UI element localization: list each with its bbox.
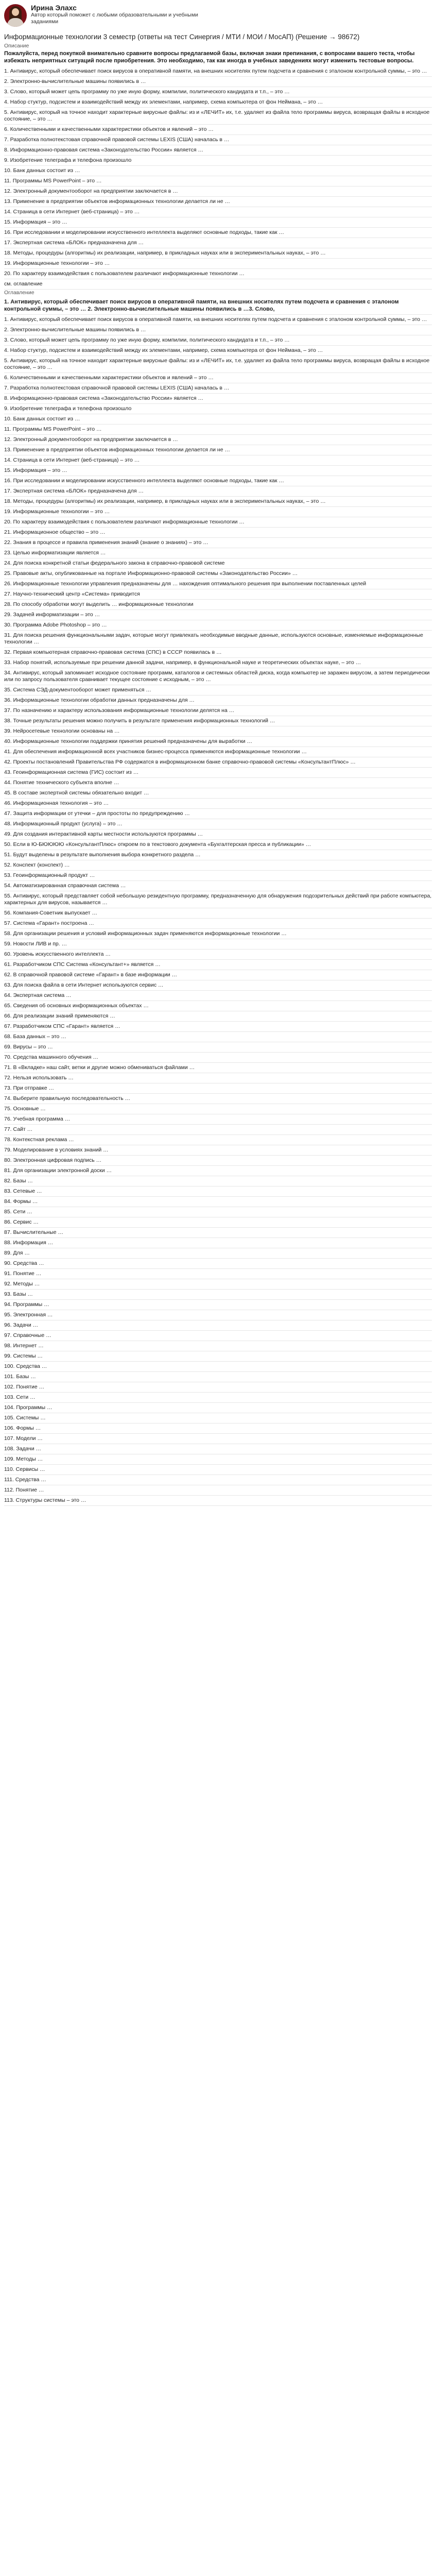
question-item: 15. Информация – это … [4, 217, 432, 228]
question-item: 22. Знания в процессе и правила применения знаний (знание о знаниях) – это … [4, 538, 432, 548]
question-item: 16. При исследовании и моделировании искусственного интеллекта выделяют основные подходы, такие как … [4, 476, 432, 486]
question-item: 10. Банк данных состоит из … [4, 166, 432, 176]
question-item: 39. Нейросетевые технологии основаны на … [4, 726, 432, 737]
question-item: 96. Задачи … [4, 1320, 432, 1331]
question-list-contents [4, 315, 432, 1269]
question-item: 31. Для поиска решения функциональными задач, которые могут привлекать необходимые вводные данные, используются основные, изменяемые информационные технологии … [4, 631, 432, 648]
question-item: 41. Для обеспечения информационной всех участников бизнес-процесса применяются информационные технологии … [4, 747, 432, 757]
contents-lead-question: 1. Антивирус, который обеспечивает поиск вирусов в оперативной памяти, на внешних носителях путем подсчета и сравнения с эталоном контрольной суммы, – это … 2. Электронно-вычислительные машины появились в …3. Слово, [4, 297, 432, 315]
question-item: 53. Геоинформационный продукт … [4, 871, 432, 881]
question-item: 19. Информационные технологии – это … [4, 507, 432, 517]
question-item: 13. Применение в предприятии объектов информационных технологии делается ли не … [4, 445, 432, 455]
question-item: 75. Основные … [4, 1104, 432, 1114]
question-item: 56. Компания-Советник выпускает … [4, 908, 432, 919]
question-item: 20. По характеру взаимодействия с пользователем различают информационные технологии … [4, 269, 432, 279]
question-item: 77. Сайт … [4, 1125, 432, 1135]
question-item: 9. Изобретение телеграфа и телефона произошло [4, 156, 432, 166]
author-info [31, 3, 201, 25]
question-item: 3. Слово, который может цепь программу по уже иную форму, компилии, политического кандидата и т.п., – это … [4, 87, 432, 97]
question-item: 38. Точные результаты решения можно получить в результате применения информационных технологий … [4, 716, 432, 726]
question-item: 28. По способу обработки могут выделить … информационные технологии [4, 600, 432, 610]
question-item: 42. Проекты постановлений Правительства РФ содержатся в информационном банке справочно-правовой системы «КонсультантПлюс» … [4, 757, 432, 768]
question-item: 15. Информация – это … [4, 466, 432, 476]
question-item: 55. Антивирус, который представляет собой небольшую резидентную программу, предназначенную для обнаружения подозрительных действий при работе компьютера, характерных для вирусов, называется … [4, 891, 432, 908]
question-item: 40. Информационные технологии поддержки принятия решений предназначены для выработки … [4, 737, 432, 747]
question-item: 32. Первая компьютерная справочно-правовая система (СПС) в СССР появилась в … [4, 648, 432, 658]
question-item: 1. Антивирус, который обеспечивает поиск вирусов в оперативной памяти, на внешних носителях путем подсчета и сравнения с эталоном контрольной суммы, – это … [4, 66, 432, 77]
question-item: см. оглавление [4, 279, 432, 290]
question-item: 93. Базы … [4, 1290, 432, 1300]
question-item: 62. В справочной правовой системе «Гарант» в базе информации … [4, 970, 432, 980]
question-item: 109. Методы … [4, 1454, 432, 1465]
question-item: 68. База данных – это … [4, 1032, 432, 1042]
question-item: 95. Электронная … [4, 1310, 432, 1320]
author-description: Автор который поможет с любыми образовательными и учебными заданиями [31, 12, 198, 25]
question-item: 8. Информационно-правовая система «Законодательство России» является … [4, 145, 432, 156]
avatar-face [12, 8, 19, 16]
question-item: 98. Интернет … [4, 1341, 432, 1351]
question-item: 82. Базы … [4, 1176, 432, 1187]
question-item: 48. Информационный продукт (услуга) – это … [4, 819, 432, 829]
question-item: 52. Конспект (конспект) … [4, 860, 432, 871]
question-item: 24. Для поиска конкретной статьи федерального закона в справочно-правовой системе [4, 558, 432, 569]
question-item: 105. Системы … [4, 1413, 432, 1423]
author-block [4, 3, 432, 30]
question-item: 6. Количественными и качественными характеристики объектов и явлений – это … [4, 125, 432, 135]
question-item: 83. Сетевые … [4, 1187, 432, 1197]
question-item: 17. Экспертная система «БЛОК» предназначена для … [4, 238, 432, 248]
question-item: 64. Экспертная система … [4, 991, 432, 1001]
question-item: 69. Вирусы – это … [4, 1042, 432, 1053]
question-item: 34. Антивирус, который запоминает исходное состояние программ, каталогов и системных областей диска, когда компьютер не заражен вирусом, а затем периодически или по запросу пользователя сравнивает текущее состояние с исходным, – это … [4, 668, 432, 685]
question-item: 13. Применение в предприятии объектов информационных технологии делается ли не … [4, 197, 432, 207]
question-item: 108. Задачи … [4, 1444, 432, 1454]
contents-label: Оглавление [4, 290, 34, 296]
question-item: 6. Количественными и качественными характеристики объектов и явлений – это … [4, 373, 432, 383]
question-item: 11. Программы MS PowerPoint – это … [4, 176, 432, 187]
question-item: 21. Информационное общество – это … [4, 528, 432, 538]
question-item: 94. Программы … [4, 1300, 432, 1310]
question-item: 5. Антивирус, который на точное находит характерные вирусные файлы: из и «ЛЕЧИТ» их, т.е. удаляет из файла тело программы вируса, возвращая файлы в исходное состояние, – это … [4, 356, 432, 373]
question-item: 102. Понятие … [4, 1382, 432, 1393]
question-item: 3. Слово, который может цепь программу по уже иную форму, компилии, политического кандидата и т.п., – это … [4, 335, 432, 346]
question-item: 74. Выберите правильную последовательность … [4, 1094, 432, 1104]
question-item: 11. Программы MS PowerPoint – это … [4, 425, 432, 435]
question-item: 8. Информационно-правовая система «Законодательство России» является … [4, 394, 432, 404]
question-list-contents-tail [4, 1269, 432, 1506]
question-item: 4. Набор стуктур, подсистем и взаимодействий между их элементами, например, схема компьютера от фон Неймана, – это … [4, 97, 432, 108]
question-item: 104. Программы … [4, 1403, 432, 1413]
question-item: 7. Разработка полнотекстовая справочной правовой системы LEXIS (США) началась в … [4, 383, 432, 394]
question-item: 103. Сети … [4, 1393, 432, 1403]
question-item: 51. Будут выделены в результате выполнения выбора конкретного раздела … [4, 850, 432, 860]
question-item: 29. Задачей информатизации – это … [4, 610, 432, 620]
question-item: 81. Для организации электронной доски … [4, 1166, 432, 1176]
question-item: 72. Нельзя использовать … [4, 1073, 432, 1083]
question-item: 23. Целью информатизации является … [4, 548, 432, 558]
question-item: 2. Электронно-вычислительные машины появились в … [4, 325, 432, 335]
question-item: 26. Информационные технологии управления предназначены для … нахождения оптимального решения при выполнении поставленных целей [4, 579, 432, 589]
question-item: 44. Понятие технического субъекта вполне … [4, 778, 432, 788]
question-item: 18. Методы, процедуры (алгоритмы) их реализации, например, в прикладных науках или в экспериментальных науках, – это … [4, 497, 432, 507]
question-item: 92. Методы … [4, 1279, 432, 1290]
question-item: 90. Средства … [4, 1259, 432, 1269]
question-item: 86. Сервис … [4, 1217, 432, 1228]
description-label: Описание [4, 43, 29, 49]
question-item: 71. В «Вкладке» наш сайт, ветки и другие можно обмениваться файлами … [4, 1063, 432, 1073]
question-item: 10. Банк данных состоит из … [4, 414, 432, 425]
question-item: 76. Учебная программа … [4, 1114, 432, 1125]
question-item: 33. Набор понятий, используемые при решении данной задачи, например, в функциональной науке и теоретических объектах науке, – это … [4, 658, 432, 668]
question-item: 36. Информационные технологии обработки данных предназначены для … [4, 696, 432, 706]
question-item: 87. Вычислительные … [4, 1228, 432, 1238]
question-item: 97. Справочные … [4, 1331, 432, 1341]
question-item: 43. Геоинформационная система (ГИС) состоит из … [4, 768, 432, 778]
question-item: 14. Страница в сети Интернет (веб-страница) – это … [4, 455, 432, 466]
question-item: 45. В составе экспертной системы обязательно входит … [4, 788, 432, 799]
question-item: 73. При отправке … [4, 1083, 432, 1094]
question-item: 61. Разработчиком СПС Система «Консультант+» является … [4, 960, 432, 970]
question-item: 67. Разработчиком СПС «Гарант» является … [4, 1022, 432, 1032]
question-item: 113. Структуры системы – это … [4, 1496, 432, 1506]
question-item: 57. Система «Гарант» построена … [4, 919, 432, 929]
author-name[interactable]: Ирина Элахс [31, 4, 77, 12]
author-avatar[interactable] [4, 4, 27, 27]
question-item: 9. Изобретение телеграфа и телефона произошло [4, 404, 432, 414]
question-item: 88. Информация … [4, 1238, 432, 1248]
question-item: 47. Защита информации от утечки – для простоты по предупреждению … [4, 809, 432, 819]
question-item: 110. Сервисы … [4, 1465, 432, 1475]
question-item: 63. Для поиска файла в сети Интернет используются сервис … [4, 980, 432, 991]
question-item: 14. Страница в сети Интернет (веб-страница) – это … [4, 207, 432, 217]
question-item: 106. Формы … [4, 1423, 432, 1434]
question-item: 100. Средства … [4, 1362, 432, 1372]
question-item: 99. Системы … [4, 1351, 432, 1362]
question-item: 18. Методы, процедуры (алгоритмы) их реализации, например, в прикладных науках или в экспериментальных науках, – это … [4, 248, 432, 259]
work-title: Информационные технологии 3 семестр (ответы на тест Синергия / МТИ / МОИ / МосАП) (Решение → 98672) [4, 33, 360, 41]
question-item: 27. Научно-технический центр «Система» приводится [4, 589, 432, 600]
question-item: 2. Электронно-вычислительные машины появились в … [4, 77, 432, 87]
question-item: 49. Для создания интерактивной карты местности используются программы … [4, 829, 432, 840]
question-item: 12. Электронный документооборот на предприятии заключается в … [4, 187, 432, 197]
question-item: 12. Электронный документооборот на предприятии заключается в … [4, 435, 432, 445]
question-item: 112. Понятие … [4, 1485, 432, 1496]
question-item: 101. Базы … [4, 1372, 432, 1382]
question-item: 111. Средства … [4, 1475, 432, 1485]
question-item: 35. Система СЭД-документооборот может применяться … [4, 685, 432, 696]
question-item: 1. Антивирус, который обеспечивает поиск вирусов в оперативной памяти, на внешних носителях путем подсчета и сравнения с эталоном контрольной суммы, – это … [4, 315, 432, 325]
question-item: 78. Контекстная реклама … [4, 1135, 432, 1145]
question-item: 91. Понятие … [4, 1269, 432, 1279]
question-item: 5. Антивирус, который на точное находит характерные вирусные файлы: из и «ЛЕЧИТ» их, т.е. удаляет из файла тело программы вируса, возвращая файлы в исходное состояние, – это … [4, 108, 432, 125]
question-item: 17. Экспертная система «БЛОК» предназначена для … [4, 486, 432, 497]
question-item: 59. Новости ЛИВ и пр. … [4, 939, 432, 950]
question-item: 58. Для организации решения и условий информационных задач применяются информационные технологии … [4, 929, 432, 939]
avatar-body [7, 18, 24, 27]
question-item: 54. Автоматизированная справочная система … [4, 881, 432, 891]
question-item: 19. Информационные технологии – это … [4, 259, 432, 269]
question-item: 46. Информационная технология – это … [4, 799, 432, 809]
question-item: 4. Набор стуктур, подсистем и взаимодействий между их элементами, например, схема компьютера от фон Неймана, – это … [4, 346, 432, 356]
question-item: 50. Если в Ю-БЮЮЮЮ «КонсультантПлюс» откроем по в текстового документа «Бухгалтерская пресса и публикации» … [4, 840, 432, 850]
question-item: 79. Моделирование в условиях знаний … [4, 1145, 432, 1156]
question-item: 37. По назначению и характеру использования информационные технологии делятся на … [4, 706, 432, 716]
question-item: 25. Правовые акты, опубликованные на портале Информационно-правовой системы «Законодательство России» … [4, 569, 432, 579]
question-item: 30. Программа Adobe Photoshop – это … [4, 620, 432, 631]
question-item: 65. Сведения об основных информационных объектах … [4, 1001, 432, 1011]
question-item: 60. Уровень искусственного интеллекта … [4, 950, 432, 960]
question-item: 80. Электронная цифровая подпись … [4, 1156, 432, 1166]
question-item: 20. По характеру взаимодействия с пользователем различают информационные технологии … [4, 517, 432, 528]
question-item: 107. Модели … [4, 1434, 432, 1444]
question-item: 84. Формы … [4, 1197, 432, 1207]
question-list-preview [4, 66, 432, 290]
question-item: 85. Сети … [4, 1207, 432, 1217]
question-item: 89. Для … [4, 1248, 432, 1259]
question-item: 66. Для реализации знаний применяются … [4, 1011, 432, 1022]
question-item: 70. Средства машинного обучения … [4, 1053, 432, 1063]
question-item: 7. Разработка полнотекстовая справочной правовой системы LEXIS (США) началась в … [4, 135, 432, 145]
description-text: Пожалуйста, перед покупкой внимательно сравните вопросы предлагаемой базы, включая знаки препинания, с вопросами вашего теста, чтобы избежать неприятных ситуаций после приобретения. Это необходимо, так как иногда в учебных заведениях могут изменить тестовые вопросы. [4, 50, 415, 64]
question-item: 16. При исследовании и моделировании искусственного интеллекта выделяют основные подходы, такие как … [4, 228, 432, 238]
